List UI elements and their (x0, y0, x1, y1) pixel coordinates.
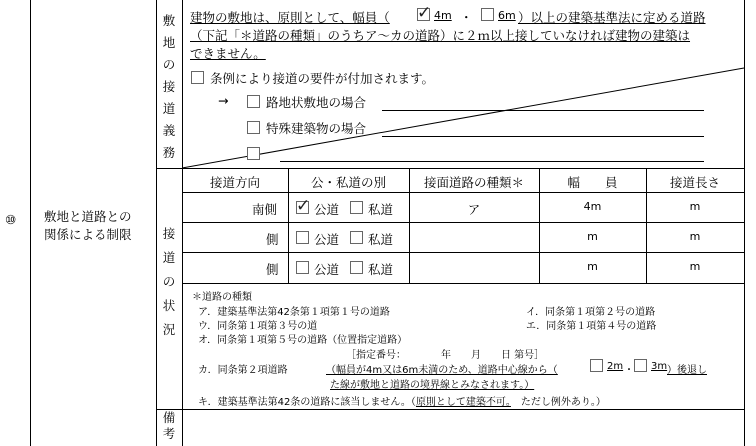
row-title-line1: 敷地と道路との (44, 209, 132, 224)
arrow-icon: → (218, 93, 229, 108)
header-road-type: 接面道路の種類＊ (423, 175, 524, 190)
road-type-ka-text1: （幅員が4m又は6m未満のため、道路中心線から（ (326, 365, 558, 376)
obligation-line3: できません。 (190, 46, 266, 61)
grid-line (30, 0, 31, 446)
road-type-ka-text2: ）後退し (667, 365, 707, 376)
grid-line (182, 192, 745, 193)
road-type-ka: カ．同条第２項道路 (198, 365, 288, 376)
other-checkbox[interactable] (247, 147, 260, 160)
header-length: 接道長さ (669, 175, 720, 190)
row2-public-checkbox[interactable] (296, 231, 309, 244)
obligation-line2: （下記「＊道路の種類」のうちア～カの道路）に２ｍ以上接していなければ建物の建築は (190, 28, 691, 43)
width-4m-checkbox[interactable] (417, 8, 430, 21)
remarks-label: 備 考 (162, 410, 176, 441)
row2-public-label: 公道 (314, 232, 340, 247)
setback-2m-label: 2m (607, 361, 624, 372)
flag-lot-checkbox[interactable] (247, 95, 260, 108)
row2-width: m (587, 230, 598, 243)
setback-3m-label: 3m (651, 361, 668, 372)
obligation-line1: 建物の敷地は、原則として、幅員（ (190, 10, 390, 25)
special-bldg-label: 特殊建築物の場合 (266, 121, 367, 136)
width-4m-label: 4m (434, 9, 452, 22)
row2-private-label: 私道 (368, 232, 394, 247)
setback-sep: ・ (624, 365, 634, 376)
road-type-u: ウ．同条第１項第３号の道 (198, 321, 318, 332)
road-type-ka-line2: た線が敷地と道路の境界線とみなされます。） (330, 380, 535, 391)
row1-public-checkbox[interactable] (296, 201, 309, 214)
road-types-title: ＊道路の種類 (192, 292, 252, 303)
row2-direction: 側 (266, 232, 279, 247)
row1-public-label: 公道 (314, 202, 340, 217)
header-width: 幅 員 (567, 175, 618, 190)
road-type-o: オ．同条第１項第５号の道路（位置指定道路） (198, 335, 408, 346)
row3-public-checkbox[interactable] (296, 261, 309, 274)
row3-private-label: 私道 (368, 262, 394, 277)
other-fill-line (280, 161, 704, 162)
header-direction: 接道方向 (209, 175, 260, 190)
width-6m-label: 6m (498, 9, 516, 22)
width-sep: ・ (460, 10, 473, 25)
road-type-ki: キ．建築基準法第42条の道路に該当しません。（原則として建築不可。 ただし例外あり。） (198, 397, 606, 408)
row1-private-label: 私道 (368, 202, 394, 217)
row3-private-checkbox[interactable] (350, 261, 363, 274)
flag-lot-label: 路地状敷地の場合 (266, 95, 367, 110)
row3-width: m (587, 260, 598, 273)
row3-length: m (689, 260, 701, 273)
ordinance-text: 条例により接道の要件が付加されます。 (210, 71, 435, 86)
status-label: 接 道 の 状 況 (162, 226, 176, 337)
designation-number: ［指定番号： 年 月 日 第号］ (346, 350, 545, 361)
road-type-e: エ．同条第１項第４号の道路 (526, 321, 657, 332)
road-type-i: イ．同条第１項第２号の道路 (526, 307, 656, 318)
row1-length: m (689, 200, 701, 213)
row3-public-label: 公道 (314, 262, 340, 277)
obligation-line1-suffix: ）以上の建築基準法に定める道路 (518, 10, 706, 25)
header-public-private: 公・私道の別 (310, 175, 386, 190)
grid-line (182, 222, 745, 223)
row1-private-checkbox[interactable] (350, 201, 363, 214)
row3-direction: 側 (266, 262, 279, 277)
special-bldg-fill-line (382, 136, 704, 137)
width-6m-checkbox[interactable] (481, 8, 494, 21)
row2-length: m (689, 230, 701, 243)
road-type-a: ア．建築基準法第42条第１項第１号の道路 (198, 307, 390, 318)
row1-width: 4m (583, 200, 602, 213)
grid-line (156, 0, 157, 446)
special-bldg-checkbox[interactable] (247, 121, 260, 134)
row-number: ⑩ (5, 212, 17, 227)
grid-line (156, 409, 745, 410)
row1-direction: 南側 (252, 202, 278, 217)
setback-2m-checkbox[interactable] (590, 359, 603, 372)
row2-private-checkbox[interactable] (350, 231, 363, 244)
grid-line (182, 283, 745, 284)
row1-road-type: ア (467, 202, 481, 217)
setback-3m-checkbox[interactable] (634, 359, 647, 372)
ordinance-checkbox[interactable] (191, 71, 204, 84)
obligation-label: 敷 地 の 接 道 義 務 (162, 13, 176, 160)
flag-lot-fill-line (382, 110, 704, 111)
grid-line (182, 252, 745, 253)
row-title-line2: 関係による制限 (44, 227, 132, 242)
